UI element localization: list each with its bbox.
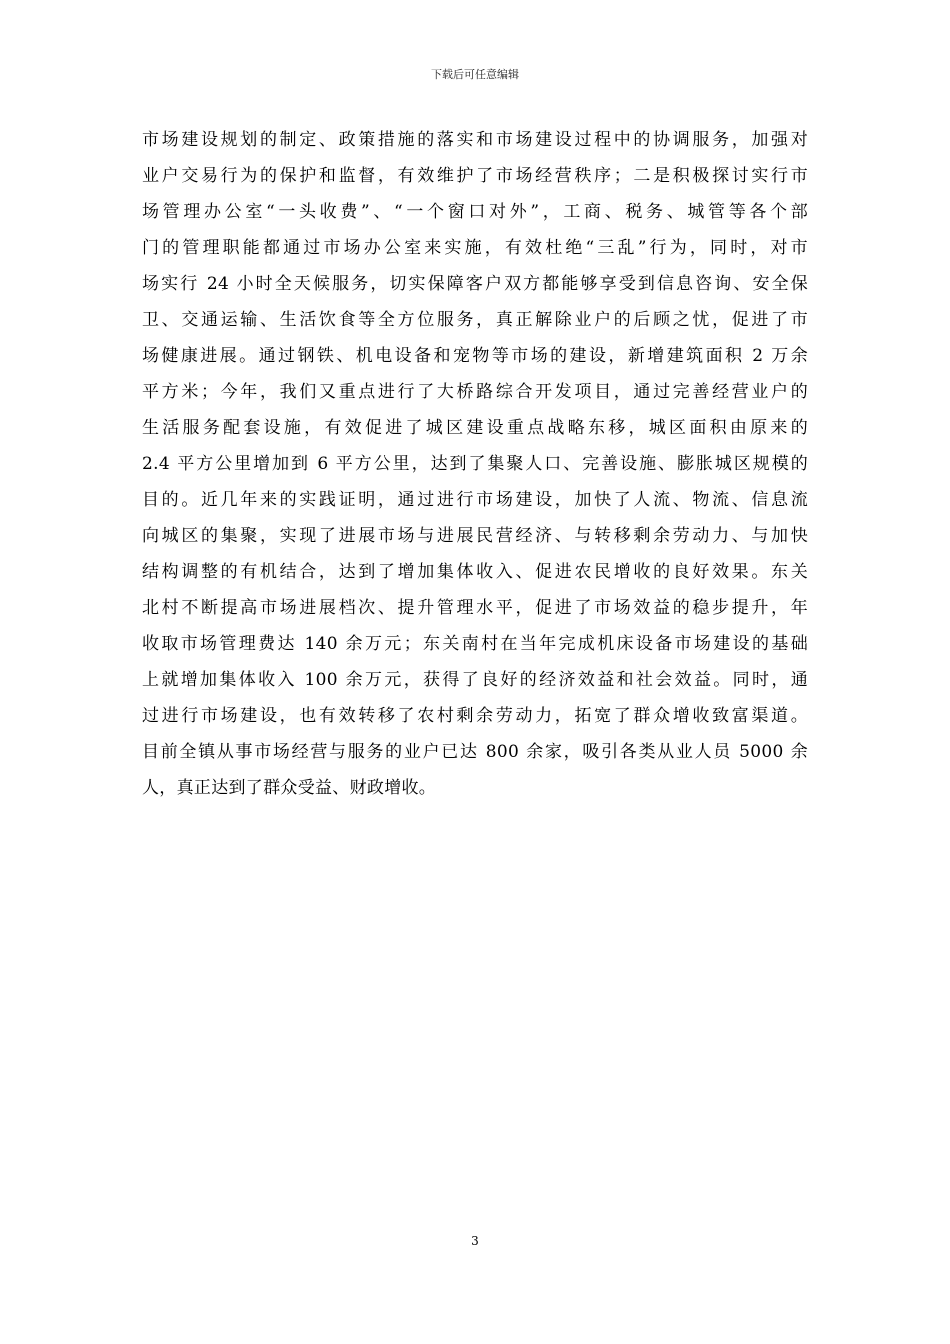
page-number: 3 xyxy=(471,1234,479,1248)
text-line: 门的管理职能都通过市场办公室来实施，有效杜绝“三乱”行为，同时，对市 xyxy=(142,238,808,258)
text-line: 平方米；今年，我们又重点进行了大桥路综合开发项目，通过完善经营业户的 xyxy=(142,382,808,402)
page-header: 下载后可任意编辑 xyxy=(431,68,519,81)
text-line: 场实行 24 小时全天候服务，切实保障客户双方都能够享受到信息咨询、安全保 xyxy=(142,274,808,294)
text-line: 场健康进展。通过钢铁、机电设备和宠物等市场的建设，新增建筑面积 2 万余 xyxy=(142,346,808,366)
text-line: 北村不断提高市场进展档次、提升管理水平，促进了市场效益的稳步提升，年 xyxy=(142,598,808,618)
text-line-last: 人，真正达到了群众受益、财政增收。 xyxy=(142,778,437,798)
text-line: 场管理办公室“一头收费”、“一个窗口对外”，工商、税务、城管等各个部 xyxy=(142,202,808,222)
text-line: 生活服务配套设施，有效促进了城区建设重点战略东移，城区面积由原来的 xyxy=(142,418,808,438)
text-line: 上就增加集体收入 100 余万元，获得了良好的经济效益和社会效益。同时，通 xyxy=(142,670,808,690)
text-line: 卫、交通运输、生活饮食等全方位服务，真正解除业户的后顾之忧，促进了市 xyxy=(142,310,808,330)
text-line: 目的。近几年来的实践证明，通过进行市场建设，加快了人流、物流、信息流 xyxy=(142,490,808,510)
text-line: 市场建设规划的制定、政策措施的落实和市场建设过程中的协调服务，加强对 xyxy=(142,130,808,150)
text-line: 结构调整的有机结合，达到了增加集体收入、促进农民增收的良好效果。东关 xyxy=(142,562,808,582)
text-line: 收取市场管理费达 140 余万元；东关南村在当年完成机床设备市场建设的基础 xyxy=(142,634,808,654)
text-line: 过进行市场建设，也有效转移了农村剩余劳动力，拓宽了群众增收致富渠道。 xyxy=(142,706,808,726)
body-paragraph xyxy=(142,122,808,806)
text-line: 向城区的集聚，实现了进展市场与进展民营经济、与转移剩余劳动力、与加快 xyxy=(142,526,808,546)
text-line: 2.4 平方公里增加到 6 平方公里，达到了集聚人口、完善设施、膨胀城区规模的 xyxy=(142,454,808,474)
text-line: 目前全镇从事市场经营与服务的业户已达 800 余家，吸引各类从业人员 5000 余 xyxy=(142,742,808,762)
text-line: 业户交易行为的保护和监督，有效维护了市场经营秩序；二是积极探讨实行市 xyxy=(142,166,808,186)
